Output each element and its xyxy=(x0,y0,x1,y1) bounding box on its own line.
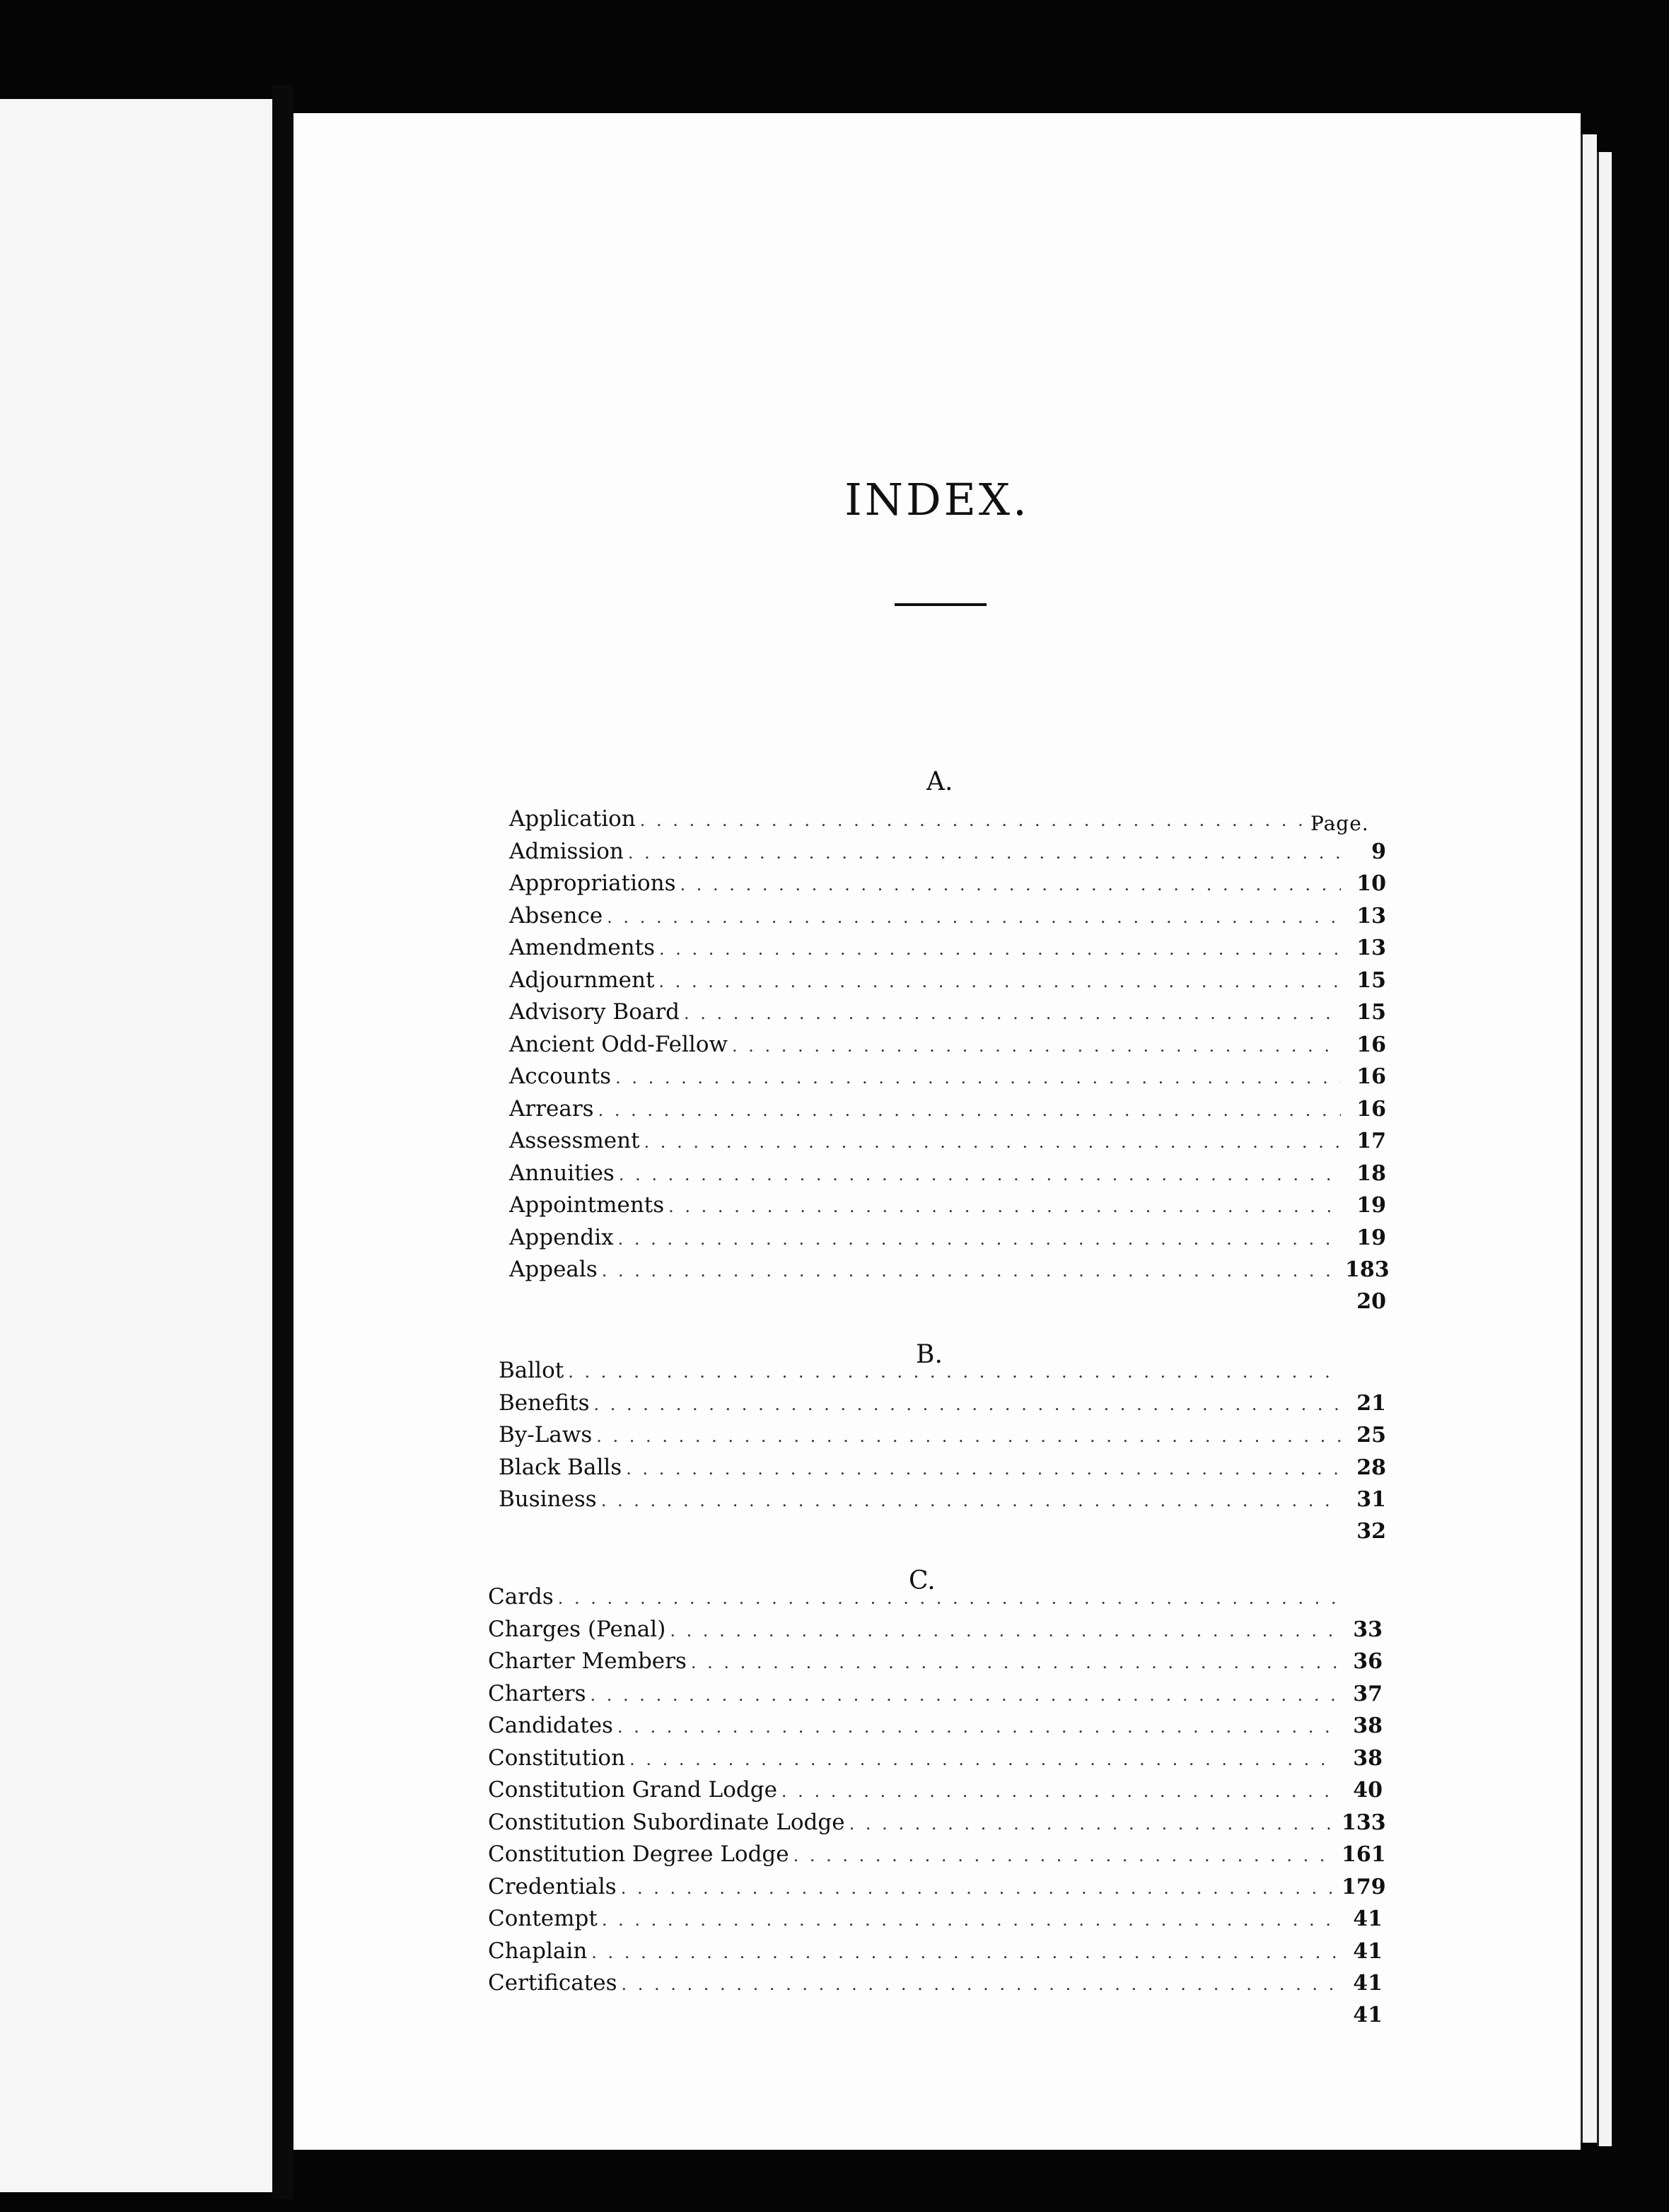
index-entry xyxy=(499,1390,1386,1423)
index-entry xyxy=(488,1777,1383,1810)
entry-label: Credentials xyxy=(488,1873,617,1899)
entry-label: By-Laws xyxy=(499,1422,593,1448)
dot-leader xyxy=(659,939,1341,959)
dot-leader xyxy=(591,1685,1337,1705)
entry-page-number: 161 xyxy=(1342,1842,1386,1867)
index-entry xyxy=(488,1648,1383,1681)
entry-label: Black Balls xyxy=(499,1454,622,1480)
entry-label: Advisory Board xyxy=(509,999,680,1025)
index-entry xyxy=(499,1422,1386,1455)
dot-leader xyxy=(793,1846,1337,1865)
section-b-entries xyxy=(499,1358,1386,1551)
index-entry xyxy=(509,871,1386,903)
index-entry xyxy=(509,1289,1386,1322)
dot-leader xyxy=(849,1814,1337,1834)
dot-leader xyxy=(607,907,1341,927)
entry-page-number: 13 xyxy=(1356,936,1386,960)
dot-leader xyxy=(591,1943,1337,1962)
entry-label: Appeals xyxy=(509,1257,598,1282)
dot-leader xyxy=(781,1781,1337,1801)
page-column-header: Page. xyxy=(1310,812,1369,835)
section-a-entries xyxy=(509,806,1390,1321)
index-entry xyxy=(488,1584,1383,1617)
entry-label: Chaplain xyxy=(488,1938,588,1964)
dot-leader xyxy=(644,1132,1341,1152)
index-entry xyxy=(509,1225,1386,1257)
dot-leader xyxy=(640,810,1341,830)
index-entry xyxy=(509,1128,1386,1160)
dot-leader xyxy=(558,1588,1337,1608)
entry-label: Arrears xyxy=(509,1095,594,1122)
entry-page-number: 133 xyxy=(1342,1810,1386,1835)
section-c-entries xyxy=(488,1584,1386,2035)
page-title: INDEX. xyxy=(844,474,1030,525)
dot-leader xyxy=(598,1100,1341,1120)
entry-page-number: 183 xyxy=(1345,1257,1390,1282)
entry-label: Constitution Grand Lodge xyxy=(488,1777,777,1803)
dot-leader xyxy=(626,1459,1341,1479)
index-entry xyxy=(509,967,1386,1000)
dot-leader xyxy=(621,1878,1337,1898)
entry-label: Ballot xyxy=(499,1358,564,1383)
entry-label: Candidates xyxy=(488,1713,613,1738)
index-entry xyxy=(499,1486,1386,1519)
entry-page-number: 19 xyxy=(1356,1225,1386,1250)
entry-label: Business xyxy=(499,1486,597,1512)
index-entry xyxy=(509,1257,1390,1289)
dot-leader xyxy=(732,1036,1341,1056)
entry-page-number: 13 xyxy=(1356,903,1386,929)
entry-label: Application xyxy=(509,806,636,832)
page-edge xyxy=(1597,152,1612,2146)
index-entry xyxy=(499,1455,1386,1487)
dot-leader xyxy=(680,875,1341,895)
index-entry xyxy=(488,1906,1383,1938)
entry-label: Charters xyxy=(488,1680,586,1706)
entry-page-number: 15 xyxy=(1356,1000,1386,1025)
index-entry xyxy=(488,1970,1383,2003)
dot-leader xyxy=(618,1229,1341,1249)
entry-label: Assessment xyxy=(509,1128,640,1153)
entry-label: Absence xyxy=(509,902,603,929)
left-facing-page xyxy=(0,99,272,2192)
entry-label: Appendix xyxy=(509,1224,614,1250)
index-entry xyxy=(488,1841,1386,1874)
entry-label: Appointments xyxy=(509,1192,665,1218)
entry-label: Ancient Odd-Fellow xyxy=(509,1031,728,1057)
dot-leader xyxy=(629,1750,1337,1769)
entry-page-number: 41 xyxy=(1353,1938,1383,1964)
dot-leader xyxy=(658,972,1341,991)
entry-label: Cards xyxy=(488,1584,554,1609)
index-entry xyxy=(509,1032,1386,1064)
index-entry xyxy=(509,806,1386,839)
index-entry xyxy=(488,2003,1383,2035)
dot-leader xyxy=(596,1426,1341,1446)
entry-page-number: 17 xyxy=(1356,1129,1386,1153)
entry-page-number: 41 xyxy=(1353,1971,1383,1996)
dot-leader xyxy=(619,1165,1341,1184)
entry-label: Charges (Penal) xyxy=(488,1616,666,1642)
dot-leader xyxy=(568,1362,1341,1382)
entry-page-number: 41 xyxy=(1353,2002,1383,2027)
entry-page-number: 21 xyxy=(1356,1390,1386,1416)
entry-label: Certificates xyxy=(488,1970,617,1996)
index-page xyxy=(293,113,1581,2150)
entry-page-number: 37 xyxy=(1353,1681,1383,1706)
dot-leader xyxy=(670,1621,1337,1641)
entry-page-number: 38 xyxy=(1353,1713,1383,1738)
entry-page-number: 32 xyxy=(1356,1518,1386,1544)
index-entry xyxy=(509,1096,1386,1129)
entry-page-number: 10 xyxy=(1356,871,1386,896)
dot-leader xyxy=(617,1717,1337,1737)
entry-label: Benefits xyxy=(499,1390,590,1416)
index-entry xyxy=(488,1681,1383,1713)
index-entry xyxy=(509,903,1386,936)
index-entry xyxy=(499,1358,1386,1390)
entry-page-number: 41 xyxy=(1353,1907,1383,1931)
entry-label: Constitution Degree Lodge xyxy=(488,1841,789,1867)
entry-page-number: 28 xyxy=(1356,1455,1386,1480)
entry-page-number: 31 xyxy=(1356,1487,1386,1512)
index-entry xyxy=(488,1617,1383,1649)
dot-leader xyxy=(684,1003,1341,1023)
section-letter-b: B. xyxy=(916,1340,943,1369)
entry-page-number: 16 xyxy=(1356,1064,1386,1089)
entry-page-number: 9 xyxy=(1371,839,1386,864)
index-entry xyxy=(488,1745,1383,1778)
entry-page-number: 16 xyxy=(1356,1032,1386,1057)
entry-label: Contempt xyxy=(488,1906,598,1931)
entry-page-number: 40 xyxy=(1353,1778,1383,1803)
entry-label: Constitution Subordinate Lodge xyxy=(488,1809,845,1835)
index-entry xyxy=(509,935,1386,967)
entry-label: Adjournment xyxy=(509,967,655,993)
dot-leader xyxy=(602,1261,1341,1281)
dot-leader xyxy=(593,1395,1341,1414)
index-entry xyxy=(488,1713,1383,1745)
index-entry xyxy=(509,1160,1386,1193)
section-letter-c: C. xyxy=(909,1566,936,1595)
dot-leader xyxy=(668,1197,1341,1216)
index-entry xyxy=(499,1519,1386,1552)
index-entry xyxy=(509,839,1386,871)
title-divider xyxy=(895,603,987,606)
entry-page-number: 16 xyxy=(1356,1096,1386,1122)
entry-label: Charter Members xyxy=(488,1648,687,1674)
entry-page-number: 38 xyxy=(1353,1745,1383,1771)
entry-label: Annuities xyxy=(509,1160,615,1186)
book-gutter xyxy=(272,85,293,2199)
dot-leader xyxy=(615,1068,1341,1088)
index-entry xyxy=(488,1938,1383,1971)
entry-page-number: 19 xyxy=(1356,1193,1386,1218)
entry-page-number: 36 xyxy=(1353,1649,1383,1674)
entry-page-number: 18 xyxy=(1356,1160,1386,1186)
entry-label: Admission xyxy=(509,838,624,864)
index-entry xyxy=(509,1192,1386,1225)
entry-label: Appropriations xyxy=(509,871,676,896)
entry-label: Amendments xyxy=(509,935,656,960)
entry-page-number: 15 xyxy=(1356,967,1386,993)
index-entry xyxy=(509,1064,1386,1096)
dot-leader xyxy=(602,1910,1337,1930)
dot-leader xyxy=(691,1653,1337,1672)
index-entry xyxy=(509,999,1386,1032)
entry-label: Accounts xyxy=(509,1064,612,1089)
dot-leader xyxy=(622,1974,1338,1994)
entry-label: Constitution xyxy=(488,1745,626,1771)
entry-page-number: 25 xyxy=(1356,1423,1386,1448)
page-edge xyxy=(1581,134,1597,2143)
dot-leader xyxy=(601,1491,1341,1510)
index-entry xyxy=(488,1809,1386,1842)
entry-page-number: 20 xyxy=(1356,1288,1386,1314)
entry-page-number: 179 xyxy=(1342,1874,1386,1899)
index-entry xyxy=(488,1873,1386,1907)
entry-page-number: 33 xyxy=(1353,1617,1383,1642)
section-letter-a: A. xyxy=(926,767,953,796)
dot-leader xyxy=(628,843,1341,863)
